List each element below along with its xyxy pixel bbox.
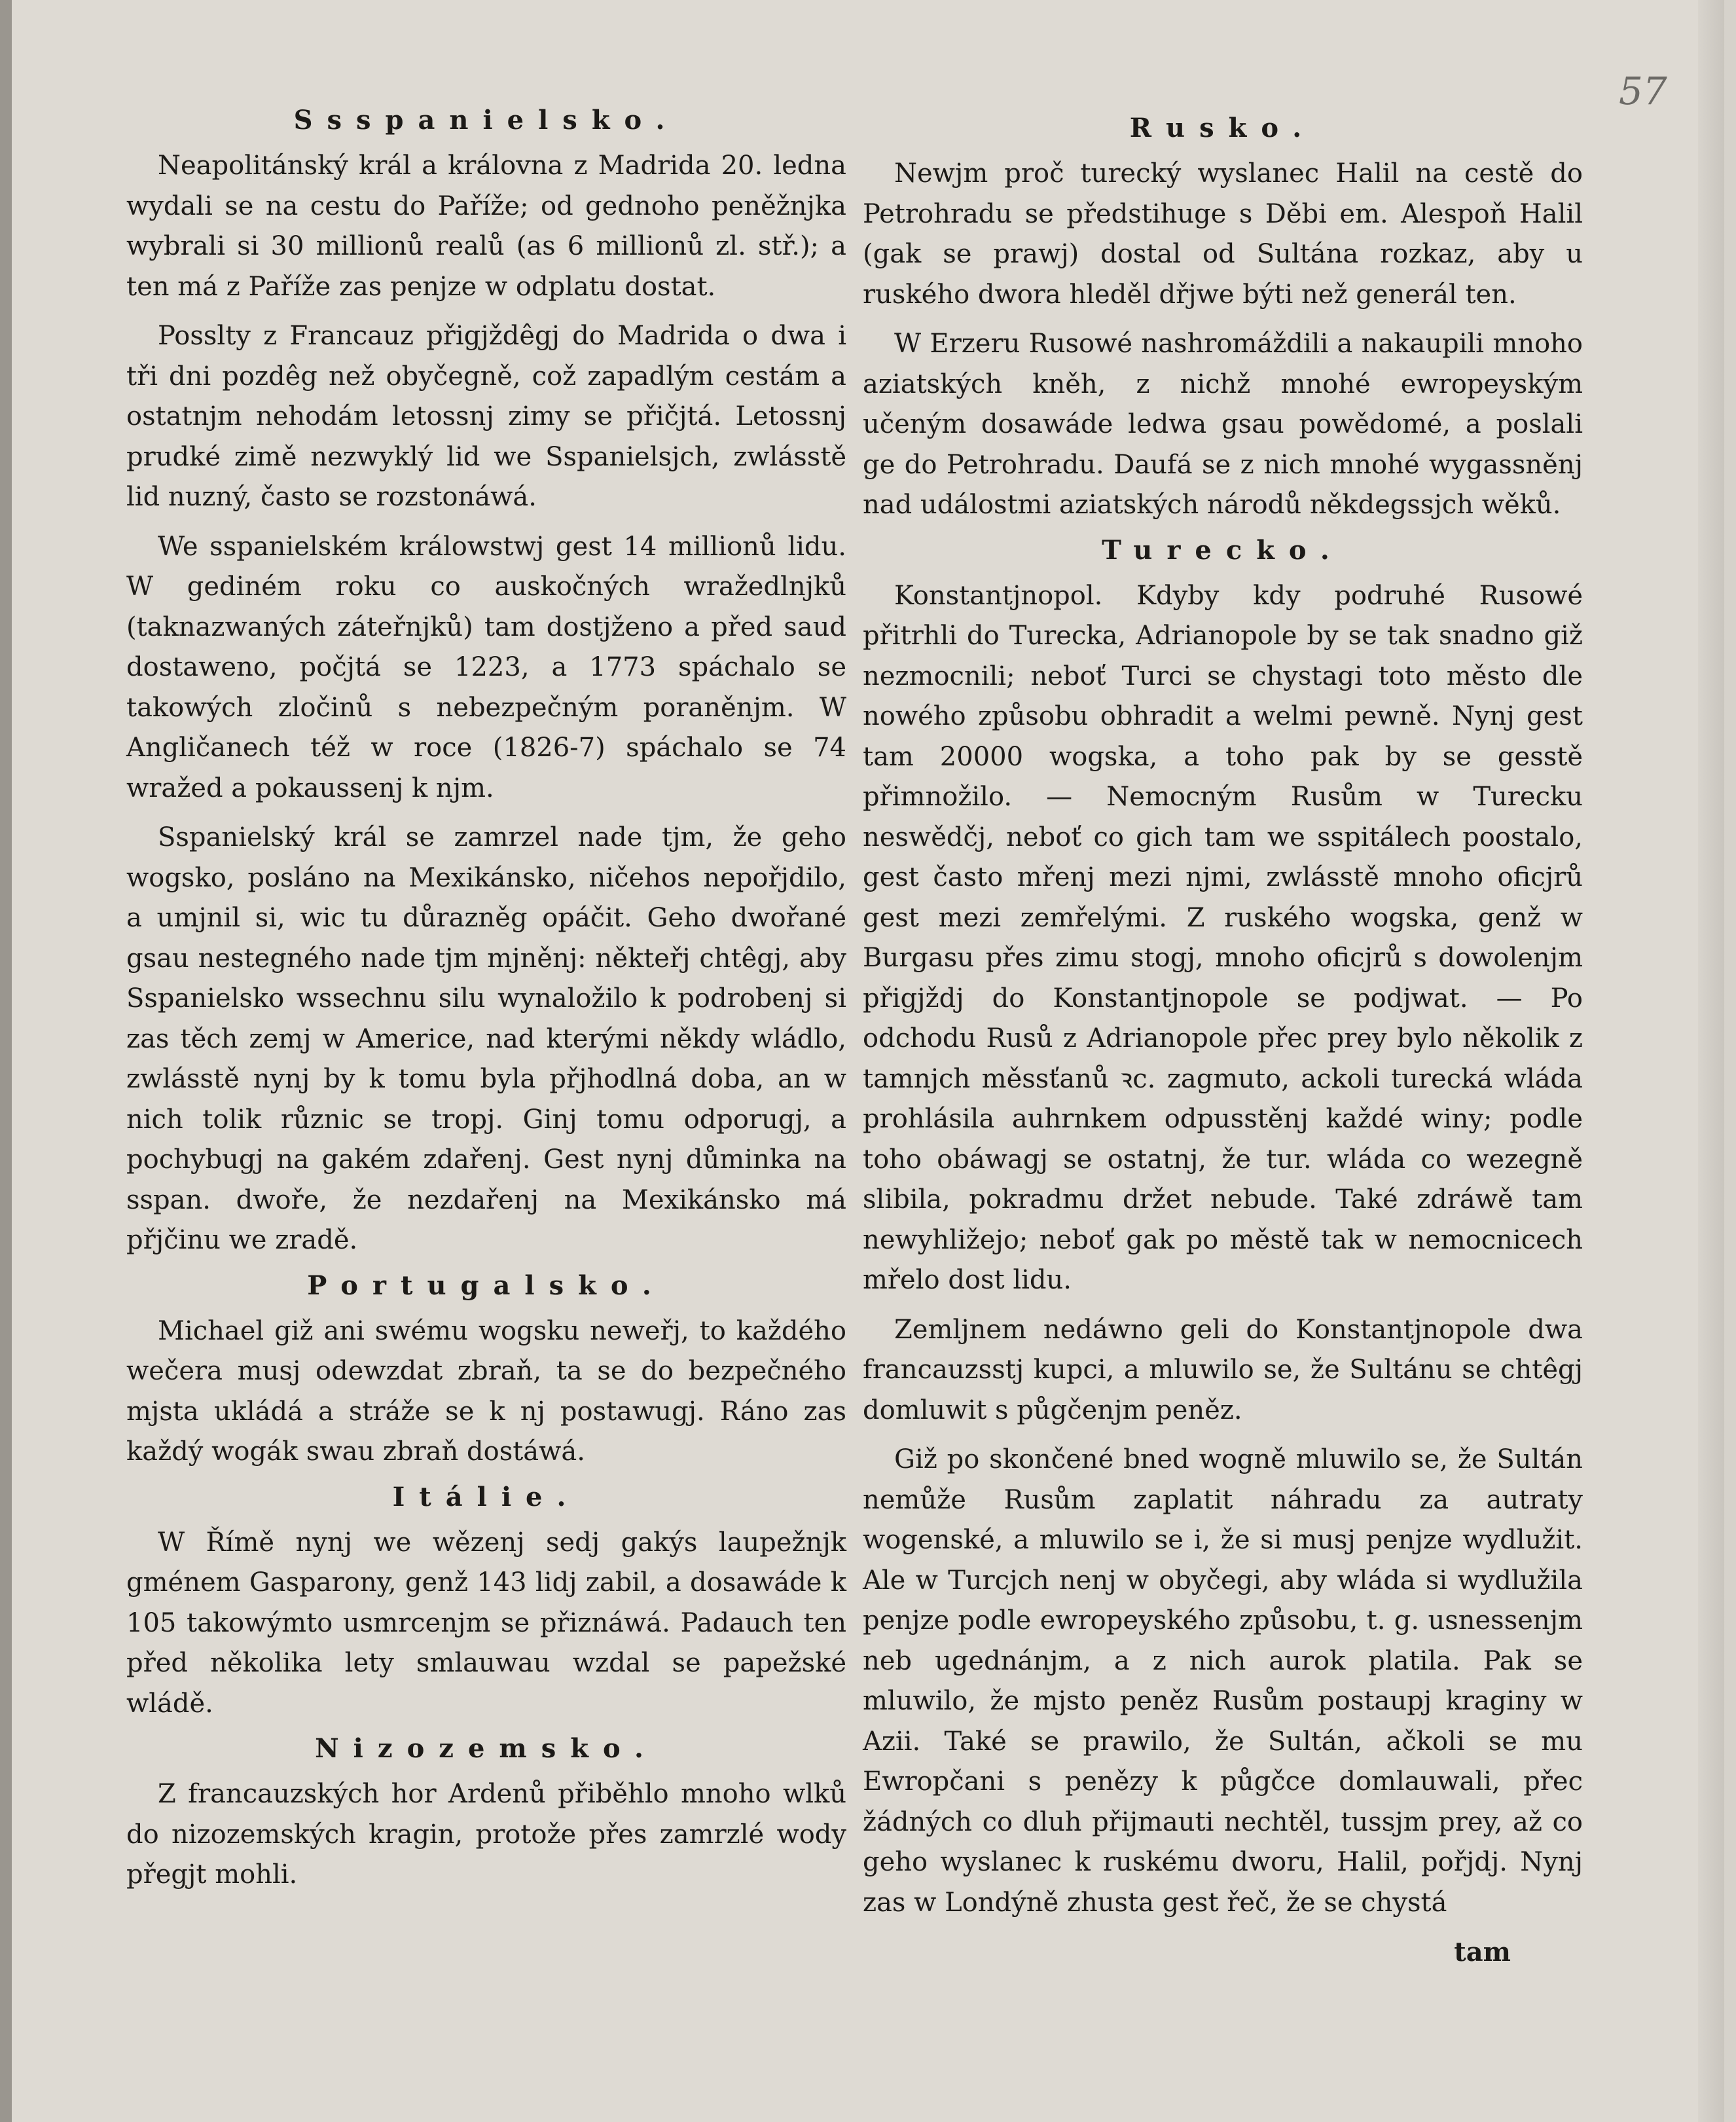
- section-heading-italy: Itálie.: [392, 1481, 581, 1512]
- article-paragraph: Newjm proč turecký wyslanec Halil na cestě do Petrohradu se předstihuge s Děbi em. Alespoň Halil (gak se prawj) dostal od Sultána rozkaz, aby u ruského dwora hleděl dřjwe býti než generál ten.: [863, 158, 1583, 310]
- section-heading-netherlands: Nizozemsko.: [315, 1733, 658, 1764]
- article-paragraph: W Erzeru Rusowé nashromáždili a nakaupili mnoho aziatských kněh, z nichž mnohé ewropeyským učeným dosawáde ledwa gsau powědomé, a poslali ge do Petrohradu. Daufá se z nich mnohé wygassněnj nad událostmi aziatských národů někdegssjch wěků.: [863, 329, 1583, 520]
- catchword: tam: [1454, 1937, 1511, 1967]
- scanned-page: [12, 0, 1724, 2122]
- article-paragraph: Konstantjnopol. Kdyby kdy podruhé Rusowé přitrhli do Turecka, Adrianopole by se tak snadno giž nezmocnili; neboť Turci se chystagi toto město dle nowého způsobu obhradit a welmi pewně. Nynj gest tam 20000 wogska, a toho pak by se gesstě přimnožilo. — Nemocným Rusům w Turecku neswědčj, neboť co gich tam we sspitálech poostalo, gest často mřenj mezi njmi, zwlásstě mnoho oficjrů gest mezi zemřelými. Z ruského wogska, genž w Burgasu přes zimu stogj, mnoho oficjrů s dowolenjm přigjždj do Konstantjnopole se podjwat. — Po odchodu Rusů z Adrianopole přec prey bylo několik z tamnjch měssťanů ꝛc. zagmuto, ackoli turecká wláda prohlásila auhrnkem odpusstěnj každé winy; podle toho obáwagj se ostatnj, že tur. wláda co wezegně slibila, pokradmu držet nebude. Také zdráwě tam newyhližejo; neboť gak po městě tak w nemocnicech mřelo dost lidu.: [863, 580, 1583, 1295]
- page-edge: [1698, 0, 1724, 2122]
- article-paragraph: Giž po skončené bned wogně mluwilo se, že Sultán nemůže Rusům zaplatit náhradu za autraty wogenské, a mluwilo se i, že si musj penjze wydlužit. Ale w Turcjch nenj w obyčegi, aby wláda si wydlužila penjze podle ewropeyského způsobu, t. g. usnessenjm neb ugednánjm, a z nich aurok platila. Pak se mluwilo, že mjsto peněz Rusům postaupj kraginy w Azii. Také se prawilo, že Sultán, ačkoli se mu Ewropčani s penězy k půgčce domlauwali, přec žádných co dluh přijmauti nechtěl, tussjm prey, až co geho wyslanec k ruskému dworu, Halil, pořjdj. Nynj zas w Londýně zhusta gest řeč, že se chystá: [863, 1444, 1583, 1918]
- section-heading-russia: Rusko.: [1129, 113, 1316, 143]
- article-paragraph: Posslty z Francauz přigjždêgj do Madrida o dwa i tři dni pozdêg než obyčegně, což zapadlým cestám a ostatnjm nehodám letossnj zimy se přičjtá. Letossnj prudké zimě nezwyklý lid we Sspanielsjch, zwlásstě lid nuzný, často se rozstonáwá.: [126, 321, 846, 512]
- article-paragraph: We sspanielském králowstwj gest 14 millionů lidu. W gediném roku co auskočných wražedlnjků (taknazwaných záteřnjků) tam dostjženo a před saud dostaweno, počjtá se 1223, a 1773 spáchalo se takowých zločinů s nebezpečným poraněnjm. W Angličanech též w roce (1826-7) spáchalo se 74 wražed a pokaussenj k njm.: [126, 531, 846, 803]
- section-heading-portugal: Portugalsko.: [307, 1270, 666, 1301]
- section-heading-spain: Ssspanielsko.: [293, 105, 679, 136]
- left-column: [126, 105, 846, 1905]
- article-paragraph: Z francauzských hor Ardenů přiběhlo mnoho wlků do nizozemských kragin, protože přes zamrzlé wody přegjt mohli.: [126, 1779, 846, 1890]
- right-column: [863, 105, 1583, 1969]
- article-paragraph: Sspanielský král se zamrzel nade tjm, že geho wogsko, posláno na Mexikánsko, ničehos nepořjdilo, a umjnil si, wic tu důrazněg opáčit. Geho dwořané gsau nestegného nade tjm mjněnj: někteřj chtêgj, aby Sspanielsko wssechnu silu wynaložilo k podrobenj si zas těch zemj w Americe, nad kterými někdy wládlo, zwlásstě nynj by k tomu byla přjhodlná doba, an w nich tolik různic se tropj. Ginj tomu odporugj, a pochybugj na gakém zdařenj. Gest nynj důminka na sspan. dwoře, že nezdařenj na Mexikánsko má přjčinu we zradě.: [126, 822, 846, 1255]
- article-paragraph: Zemljnem nedáwno geli do Konstantjnopole dwa francauzsstj kupci, a mluwilo se, že Sultánu se chtêgj domluwit s půgčenjm peněz.: [863, 1314, 1583, 1425]
- article-paragraph: Michael giž ani swému wogsku neweřj, to každého wečera musj odewzdat zbraň, ta se do bezpečného mjsta ukládá a stráže se k nj postawugj. Ráno zas každý wogák swau zbraň dostáwá.: [126, 1315, 846, 1467]
- page-gutter-shadow: [0, 0, 12, 2122]
- article-paragraph: Neapolitánský král a královna z Madrida 20. ledna wydali se na cestu do Paříže; od gednoho peněžnjka wybrali si 30 millionů realů (as 6 millionů zl. stř.); a ten má z Paříže zas penjze w odplatu dostat.: [126, 151, 846, 302]
- section-heading-turkey: Turecko.: [1102, 534, 1344, 566]
- article-paragraph: W Římě nynj we wězenj sedj gakýs laupežnjk gménem Gasparony, genž 143 lidj zabil, a dosawáde k 105 takowýmto usmrcenjm se přiznáwá. Padauch ten před několika lety smlauwau wzdal se papežské wládě.: [126, 1527, 846, 1719]
- page-number: 57: [1619, 69, 1667, 113]
